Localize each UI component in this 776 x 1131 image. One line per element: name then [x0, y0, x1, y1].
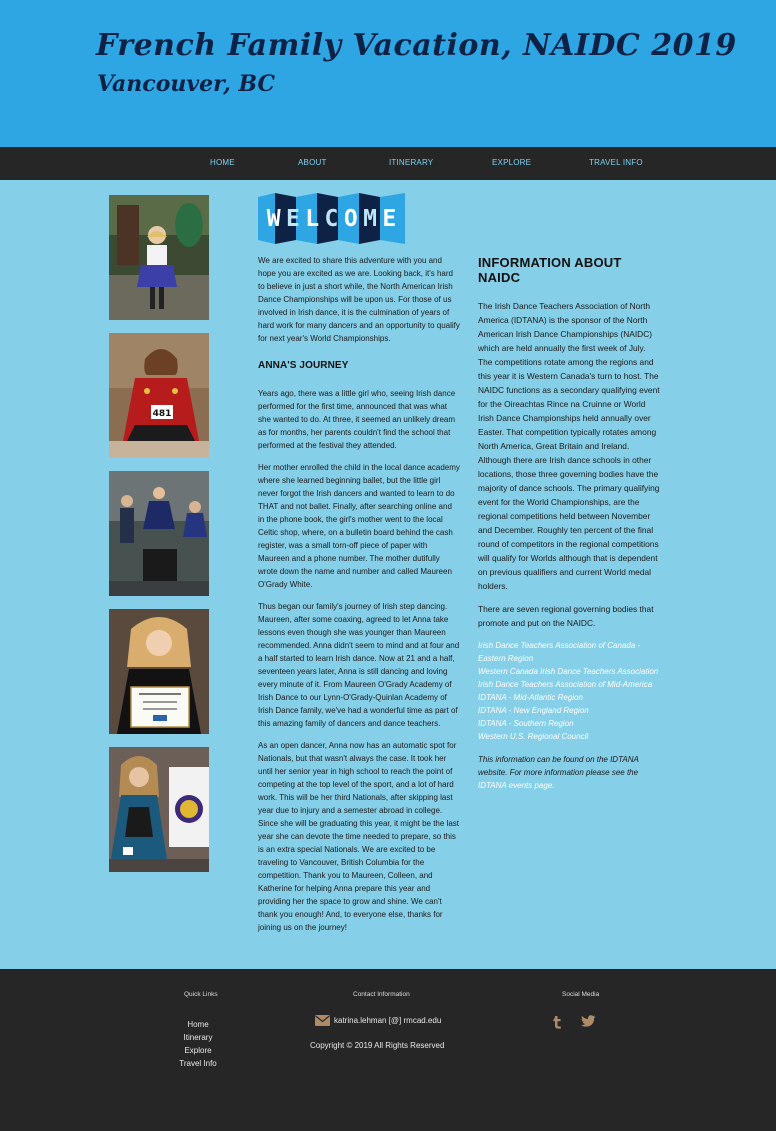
journey-paragraph: Her mother enrolled the child in the local dance academy where she learned beginning ballet, but the little girl never forgot the Irish dancers and wanted to learn to do THAT and not ballet. Finally, after searching online and in the phone book, the girl's mother went to the local Celtic shop, where, on a bulletin board behind the cash register, was a small torn-off piece of paper with Maureen and a phone number. The mother dutifully wrote down the name and number and called Maureen O'Grady White.: [258, 463, 460, 589]
copyright: Copyright © 2019 All Rights Reserved: [310, 1041, 445, 1050]
welcome-letter: C: [324, 205, 339, 232]
naidc-paragraph: There are seven regional governing bodies that promote and put on the NAIDC.: [478, 604, 654, 628]
welcome-badge: [258, 193, 405, 244]
photo-podium: [109, 471, 209, 596]
welcome-column: [258, 193, 460, 943]
region-link[interactable]: Irish Dance Teachers Association of Mid-America: [478, 680, 653, 689]
journey-paragraph: Years ago, there was a little girl who, seeing Irish dance performed for the first time, announced that was what she wanted to do. At three, it seemed an unlikely dream as for months, her parents couldn't find the school that performed at the festival they attended.: [258, 389, 456, 450]
region-link[interactable]: IDTANA - New England Region: [478, 706, 589, 715]
social-links: [551, 1015, 596, 1029]
welcome-letter: W: [266, 205, 281, 232]
quick-links-heading: Quick Links: [184, 991, 218, 998]
nav-travel-info[interactable]: TRAVEL INFO: [589, 158, 643, 167]
nav-explore[interactable]: EXPLORE: [492, 158, 532, 167]
region-link[interactable]: IDTANA - Southern Region: [478, 719, 574, 728]
idtana-note-text: This information can be found on the IDTANA website. For more information please see the: [478, 755, 639, 777]
tumblr-icon[interactable]: [551, 1015, 563, 1029]
welcome-letter: O: [343, 205, 358, 232]
site-header: [0, 0, 776, 147]
photo-certificate: [109, 609, 209, 734]
site-title: French Family Vacation, NAIDC 2019: [96, 28, 737, 63]
footer-link-travel-info[interactable]: Travel Info: [179, 1059, 217, 1068]
footer-link-home[interactable]: Home: [187, 1020, 209, 1029]
quick-links: [170, 1018, 226, 1070]
region-link[interactable]: Irish Dance Teachers Association of Canada - Eastern Region: [478, 641, 641, 663]
svg-text:481: 481: [152, 409, 172, 419]
main-nav: [0, 147, 776, 180]
footer-link-explore[interactable]: Explore: [184, 1046, 212, 1055]
idtana-note: [478, 753, 660, 792]
contact-heading: Contact Information: [353, 991, 410, 998]
welcome-letter: E: [285, 205, 300, 232]
photo-dancer-481: [109, 333, 209, 458]
journey-paragraph: Thus began our family's journey of Irish step dancing. Maureen, after some coaxing, agreed to let Anna take lessons even though she was younger than Maureen recommended. Anna didn't seem to mind and at four and a half started to learn Irish dance. Now at 21 and a half, seventeen years later, Anna is still dancing and loving every minute of it. From Maureen O'Grady Academy of Irish Dance to our Lynn-O'Grady-Quinlan Academy of Irish Dance family, we've had a wonderful time as part of this amazing family of dancers and dance teachers.: [258, 602, 460, 728]
photo-young-dancer: [109, 195, 209, 320]
nav-home[interactable]: HOME: [210, 158, 235, 167]
naidc-paragraph: The Irish Dance Teachers Association of North America (IDTANA) is the sponsor of the North American Irish Dance Championships (NAIDC) which are held annually the first week of July. The competitions rotate among the regions and this year it is Western Canada's turn to host. The NAIDC functions as a secondary qualifying event for the Oireachtas Rince na Cruinne or World Irish Dance Championships held annually over Easter. That competition typically rotates among North America, Great Britain and Ireland. Although there are Irish dance schools in other locations, those three governing bodies have the majority of dance schools. The primary qualifying event for the World Championships, are the regional competitions held between November and December. Roughly ten percent of the final round of competitors in the regional competitions will qualify for Worlds although that is dependent on previous qualifiers and current World medal holders.: [478, 301, 660, 591]
site-footer: [0, 969, 776, 1131]
idtana-events-link[interactable]: IDTANA events page.: [478, 781, 555, 790]
journey-heading: ANNA'S JOURNEY: [258, 360, 349, 371]
contact-email-text: katrina.lehman [@] rmcad.edu: [334, 1016, 442, 1025]
region-link[interactable]: Western U.S. Regional Council: [478, 732, 589, 741]
region-link[interactable]: Western Canada Irish Dance Teachers Association: [478, 667, 659, 676]
site-subtitle: Vancouver, BC: [97, 71, 275, 97]
naidc-column: [478, 255, 660, 792]
region-links: [478, 639, 660, 743]
twitter-icon[interactable]: [581, 1015, 596, 1028]
main-content: [0, 180, 776, 969]
welcome-intro: We are excited to share this adventure with you and hope you are excited as we are. Looking back, it's hard to believe in just a short while, the North American Irish Dance Championships will be upon us. For those of us involved in Irish dance, it is the culmination of years of hard work for many dancers and an opportunity to qualify for next year's World Championships.: [258, 256, 460, 343]
region-link[interactable]: IDTANA - Mid-Atlantic Region: [478, 693, 583, 702]
footer-link-itinerary[interactable]: Itinerary: [183, 1033, 213, 1042]
social-heading: Social Media: [562, 991, 600, 998]
envelope-icon: [315, 1015, 330, 1026]
nav-itinerary[interactable]: ITINERARY: [389, 158, 434, 167]
welcome-letter: E: [382, 205, 397, 232]
welcome-letter: L: [305, 205, 320, 232]
naidc-heading: INFORMATION ABOUT NAIDC: [478, 255, 622, 285]
journey-paragraph: As an open dancer, Anna now has an automatic spot for Nationals, but that wasn't always the case. It took her until her senior year in high school to reach the point of competing at the top level of the sport, and a lot of hard work. This will be her third Nationals, after skipping last year due to injury and a semester abroad in college. Since she will be graduating this year, it might be the last year she can devote the time needed to prepare, so this is an extra special Nationals. We are excited to be traveling to Vancouver, British Columbia for the competition. Thank you to Maureen, Colleen, and Katherine for helping Anna prepare this year and providing her the space to grow and shine. We can't thank you enough! And, to everyone else, thanks for joining us on the journey!: [258, 741, 459, 932]
contact-email[interactable]: [315, 1015, 441, 1026]
welcome-letter: M: [363, 205, 377, 232]
photo-new-orleans: [109, 747, 209, 872]
nav-about[interactable]: ABOUT: [298, 158, 327, 167]
